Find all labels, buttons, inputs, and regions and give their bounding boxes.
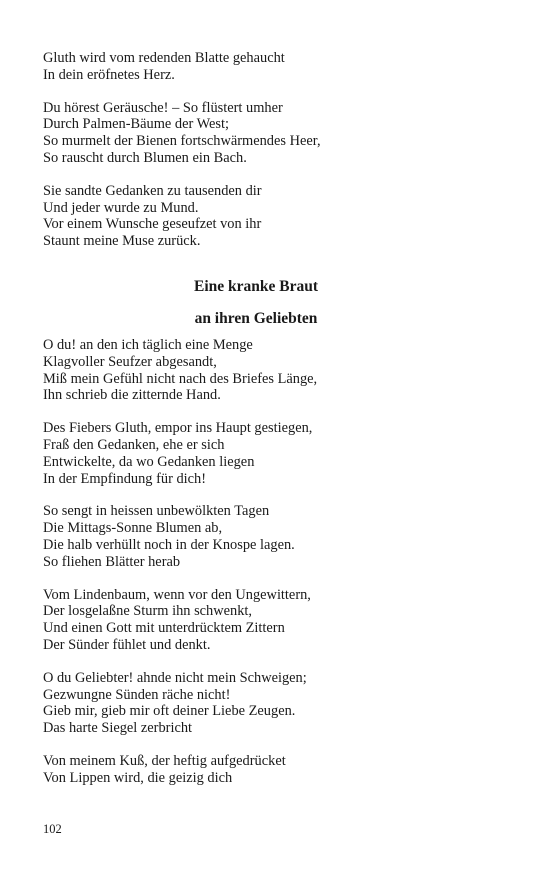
verse-line: Der Sünder fühlet und denkt. (43, 636, 211, 653)
verse-line: Die Mittags-Sonne Blumen ab, (43, 520, 223, 537)
page-body (43, 50, 483, 787)
verse-line: In der Empfindung für dich! (43, 470, 207, 487)
verse-line: Sie sandte Gedanken zu tausenden dir (43, 182, 262, 199)
verse-line: Gluth wird vom redenden Blatte gehaucht (43, 50, 285, 66)
verse-line: Der losgelaßne Sturm ihn schwenkt, (43, 603, 253, 620)
verse-line: Miß mein Gefühl nicht nach des Briefes Länge, (43, 370, 318, 387)
verse-line: Entwickelte, da wo Gedanken liegen (43, 453, 255, 470)
verse-line: O du Geliebter! ahnde nicht mein Schweigen; (43, 669, 307, 686)
verse-line: So murmelt der Bienen fortschwärmendes Heer, (43, 133, 321, 150)
verse-line: Fraß den Gedanken, ehe er sich (43, 436, 225, 453)
stanza (43, 337, 483, 404)
verse-line: Gezwungne Sünden räche nicht! (43, 686, 231, 703)
verse-line: Das harte Siegel zerbricht (43, 720, 193, 737)
verse-line: So rauscht durch Blumen ein Bach. (43, 149, 247, 166)
stanza (43, 670, 483, 737)
poem-subtitle: an ihren Geliebten (194, 309, 318, 327)
verse-line: Klagvoller Seufzer abgesandt, (43, 353, 217, 370)
verse-line: Ihn schrieb die zitternde Hand. (43, 387, 221, 404)
page-number: 102 (43, 822, 62, 836)
verse-line: Von Lippen wird, die geizig dich (43, 769, 233, 786)
verse-line: Vom Lindenbaum, wenn vor den Ungewittern, (43, 586, 311, 603)
stanza (43, 753, 483, 787)
stanza (43, 50, 483, 84)
verse-line: Du hörest Geräusche! – So flüstert umher (43, 99, 283, 116)
stanza (43, 420, 483, 487)
verse-line: So fliehen Blätter herab (43, 553, 181, 570)
verse-line: Gieb mir, gieb mir oft deiner Liebe Zeugen. (43, 703, 296, 720)
verse-line: In dein eröfnetes Herz. (43, 66, 175, 83)
verse-line: Und einen Gott mit unterdrücktem Zittern (43, 620, 285, 637)
stanza (43, 183, 483, 250)
stanza (43, 587, 483, 654)
verse-line: Die halb verhüllt noch in der Knospe lagen. (43, 536, 295, 553)
verse-line: Von meinem Kuß, der heftig aufgedrücket (43, 752, 286, 769)
verse-line: Staunt meine Muse zurück. (43, 233, 201, 250)
stanza (43, 503, 483, 570)
verse-line: Vor einem Wunsche geseufzet von ihr (43, 216, 262, 233)
stanza (43, 100, 483, 167)
verse-line: Und jeder wurde zu Mund. (43, 199, 199, 216)
poem-title: Eine kranke Braut (193, 277, 318, 295)
verse-line: Durch Palmen-Bäume der West; (43, 116, 230, 133)
verse-line: So sengt in heissen unbewölkten Tagen (43, 503, 270, 520)
verse-line: Des Fiebers Gluth, empor ins Haupt gestiegen, (43, 420, 313, 437)
verse-line: O du! an den ich täglich eine Menge (43, 336, 253, 353)
